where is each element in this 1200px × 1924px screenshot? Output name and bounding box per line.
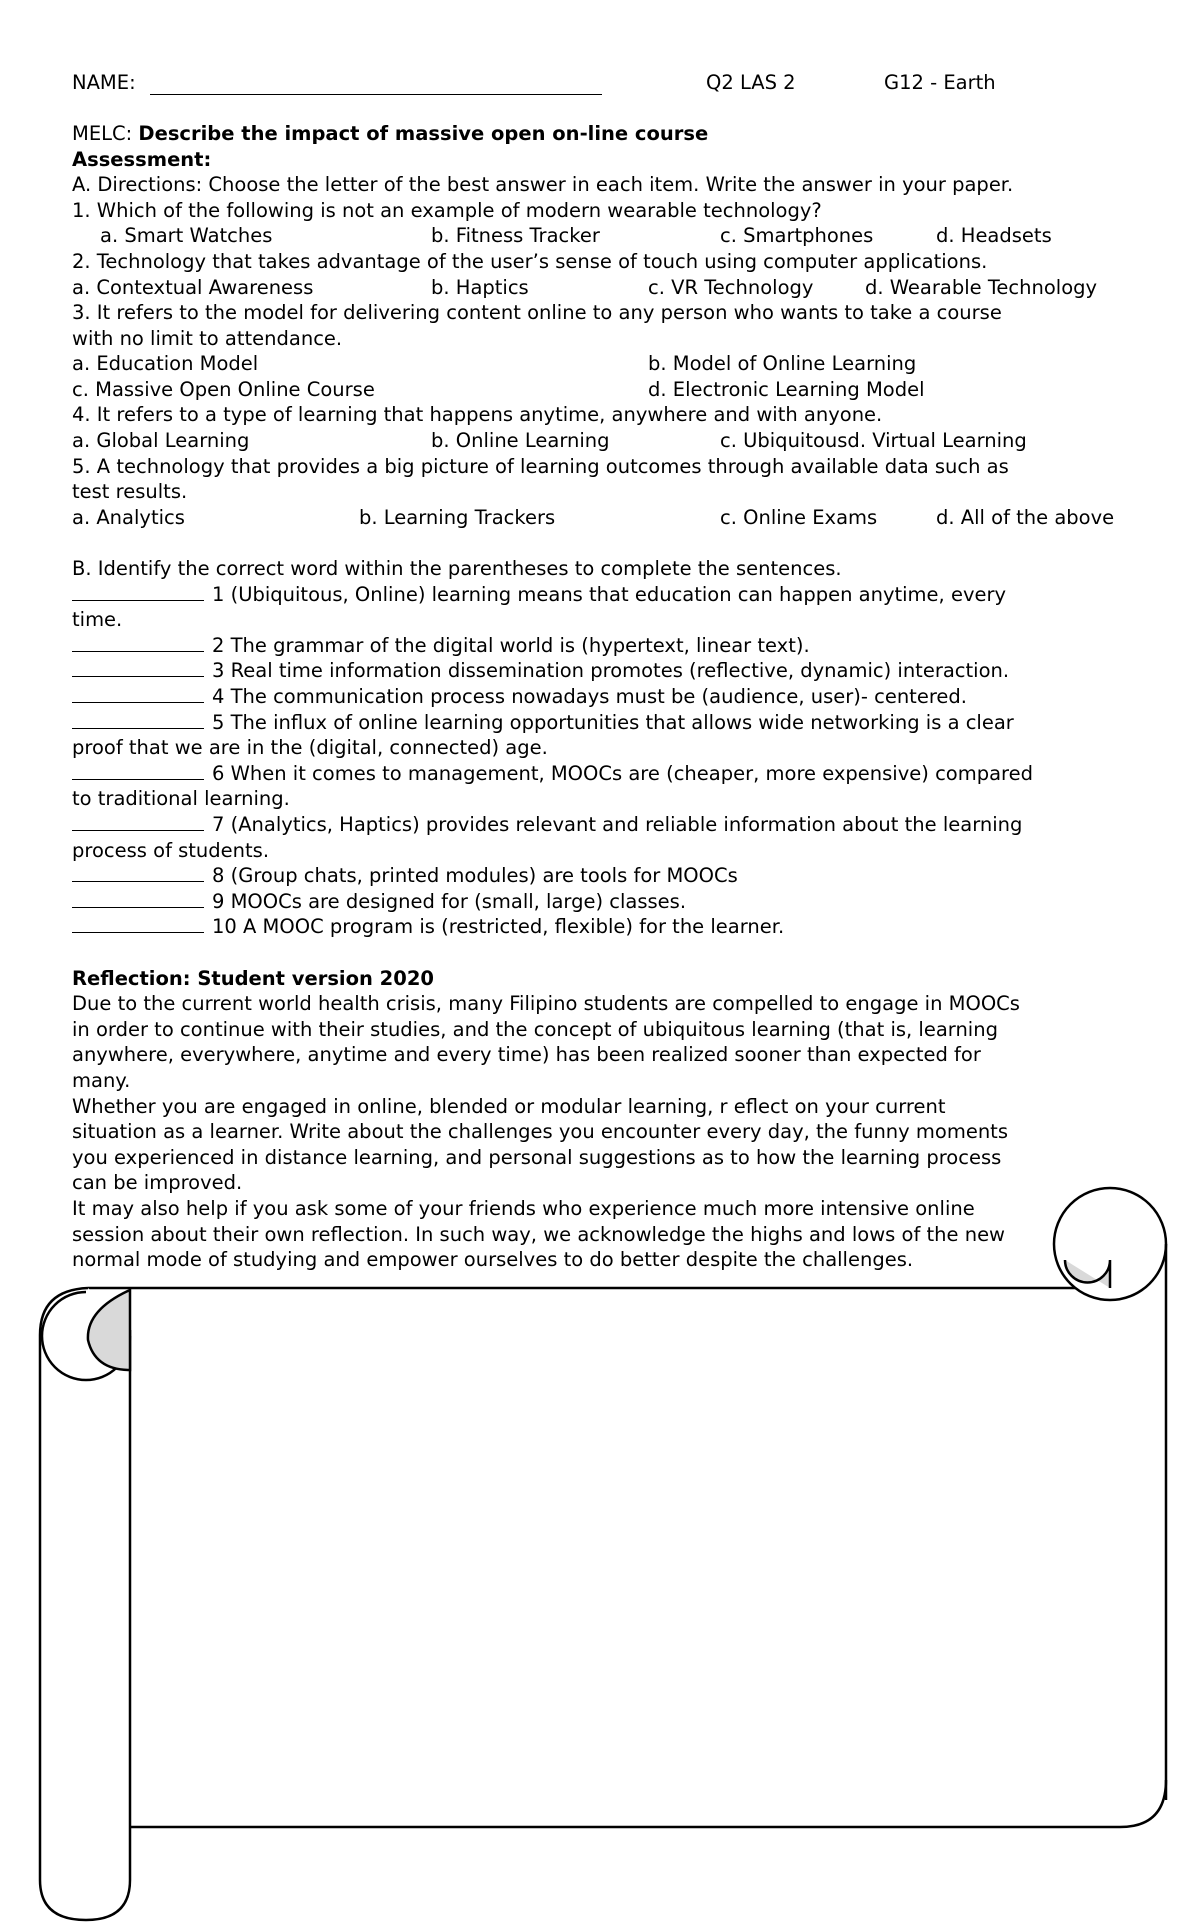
- q5-option-a: a. Analytics: [72, 506, 185, 529]
- fill-item-7-continued: process of students.: [72, 839, 270, 862]
- reflection-line-10: session about their own reflection. In such way, we acknowledge the highs and lows of the new: [72, 1223, 1006, 1246]
- fill-item-1-continued: time.: [72, 608, 123, 631]
- q1-option-c: c. Smartphones: [720, 224, 874, 247]
- reflection-line-8: can be improved.: [72, 1171, 243, 1194]
- reflection-line-11: normal mode of studying and empower ourselves to do better despite the challenges.: [72, 1248, 914, 1271]
- fill-item-4: 4 The communication process nowadays must be (audience, user)- centered.: [72, 684, 967, 710]
- fill-item-8: 8 (Group chats, printed modules) are tools for MOOCs: [72, 863, 738, 889]
- fill-item-1: 1 (Ubiquitous, Online) learning means that education can happen anytime, every: [72, 582, 1006, 608]
- reflection-line-9: It may also help if you ask some of your friends who experience much more intensive online: [72, 1197, 975, 1220]
- q2-option-d: d. Wearable Technology: [865, 276, 1098, 299]
- reflection-line-7: you experienced in distance learning, and personal suggestions as to how the learning process: [72, 1146, 1002, 1169]
- fill-item-10: 10 A MOOC program is (restricted, flexible) for the learner.: [72, 914, 784, 940]
- q1-option-a: a. Smart Watches: [100, 224, 273, 247]
- reflection-line-5: Whether you are engaged in online, blended or modular learning, r eflect on your current: [72, 1095, 946, 1118]
- fill-item-9: 9 MOOCs are designed for (small, large) classes.: [72, 889, 686, 915]
- fill-item-7: 7 (Analytics, Haptics) provides relevant and reliable information about the learning: [72, 812, 1022, 838]
- q3-option-c: c. Massive Open Online Course: [72, 378, 375, 401]
- fill-item-6: 6 When it comes to management, MOOCs are (cheaper, more expensive) compared: [72, 761, 1033, 787]
- grade-subject-label: G12 - Earth: [884, 71, 996, 94]
- question-3-stem-1: 3. It refers to the model for delivering content online to any person who wants to take a course: [72, 301, 1002, 324]
- q3-option-a: a. Education Model: [72, 352, 259, 375]
- q3-option-d: d. Electronic Learning Model: [648, 378, 925, 401]
- las-label: Q2 LAS 2: [706, 71, 796, 94]
- question-4-stem: 4. It refers to a type of learning that happens anytime, anywhere and with anyone.: [72, 403, 883, 426]
- q4-option-cd: c. Ubiquitousd. Virtual Learning: [720, 429, 1027, 452]
- assessment-title: Assessment:: [72, 148, 212, 171]
- q5-option-d: d. All of the above: [936, 506, 1115, 529]
- reflection-title: Reflection: Student version 2020: [72, 967, 434, 990]
- question-5-stem-2: test results.: [72, 480, 188, 503]
- name-label: NAME:: [72, 71, 136, 94]
- fill-item-5-continued: proof that we are in the (digital, connected) age.: [72, 736, 548, 759]
- q2-option-c: c. VR Technology: [648, 276, 814, 299]
- fill-item-3: 3 Real time information dissemination promotes (reflective, dynamic) interaction.: [72, 658, 1009, 684]
- question-5-stem-1: 5. A technology that provides a big picture of learning outcomes through available data such as: [72, 455, 1009, 478]
- reflection-line-2: in order to continue with their studies, and the concept of ubiquitous learning (that is, learning: [72, 1018, 998, 1041]
- q4-option-a: a. Global Learning: [72, 429, 250, 452]
- question-2-stem: 2. Technology that takes advantage of the user’s sense of touch using computer applications.: [72, 250, 988, 273]
- scroll-left-roll: [40, 1288, 130, 1920]
- melc-label: MELC:: [72, 122, 133, 145]
- q1-option-b: b. Fitness Tracker: [431, 224, 600, 247]
- reflection-line-3: anywhere, everywhere, anytime and every time) has been realized sooner than expected for: [72, 1043, 981, 1066]
- scroll-bottom-edge: [130, 1780, 1166, 1827]
- q5-option-b: b. Learning Trackers: [359, 506, 556, 529]
- q2-option-a: a. Contextual Awareness: [72, 276, 314, 299]
- part-b-directions: B. Identify the correct word within the parentheses to complete the sentences.: [72, 557, 842, 580]
- q3-option-b: b. Model of Online Learning: [648, 352, 917, 375]
- reflection-line-1: Due to the current world health crisis, many Filipino students are compelled to engage in MOOCs: [72, 992, 1020, 1015]
- assessment-directions: A. Directions: Choose the letter of the best answer in each item. Write the answer in your paper.: [72, 173, 1014, 196]
- melc-text: Describe the impact of massive open on-line course: [138, 122, 709, 145]
- q1-option-d: d. Headsets: [936, 224, 1052, 247]
- reflection-line-4: many.: [72, 1069, 131, 1092]
- question-3-stem-2: with no limit to attendance.: [72, 327, 343, 350]
- q5-option-c: c. Online Exams: [720, 506, 878, 529]
- fill-item-6-continued: to traditional learning.: [72, 787, 290, 810]
- question-1-stem: 1. Which of the following is not an example of modern wearable technology?: [72, 199, 822, 222]
- q2-option-b: b. Haptics: [431, 276, 529, 299]
- fill-item-2: 2 The grammar of the digital world is (hypertext, linear text).: [72, 633, 810, 659]
- reflection-line-6: situation as a learner. Write about the challenges you encounter every day, the funny moments: [72, 1120, 1008, 1143]
- q4-option-b: b. Online Learning: [431, 429, 610, 452]
- fill-item-5: 5 The influx of online learning opportunities that allows wide networking is a clear: [72, 710, 1014, 736]
